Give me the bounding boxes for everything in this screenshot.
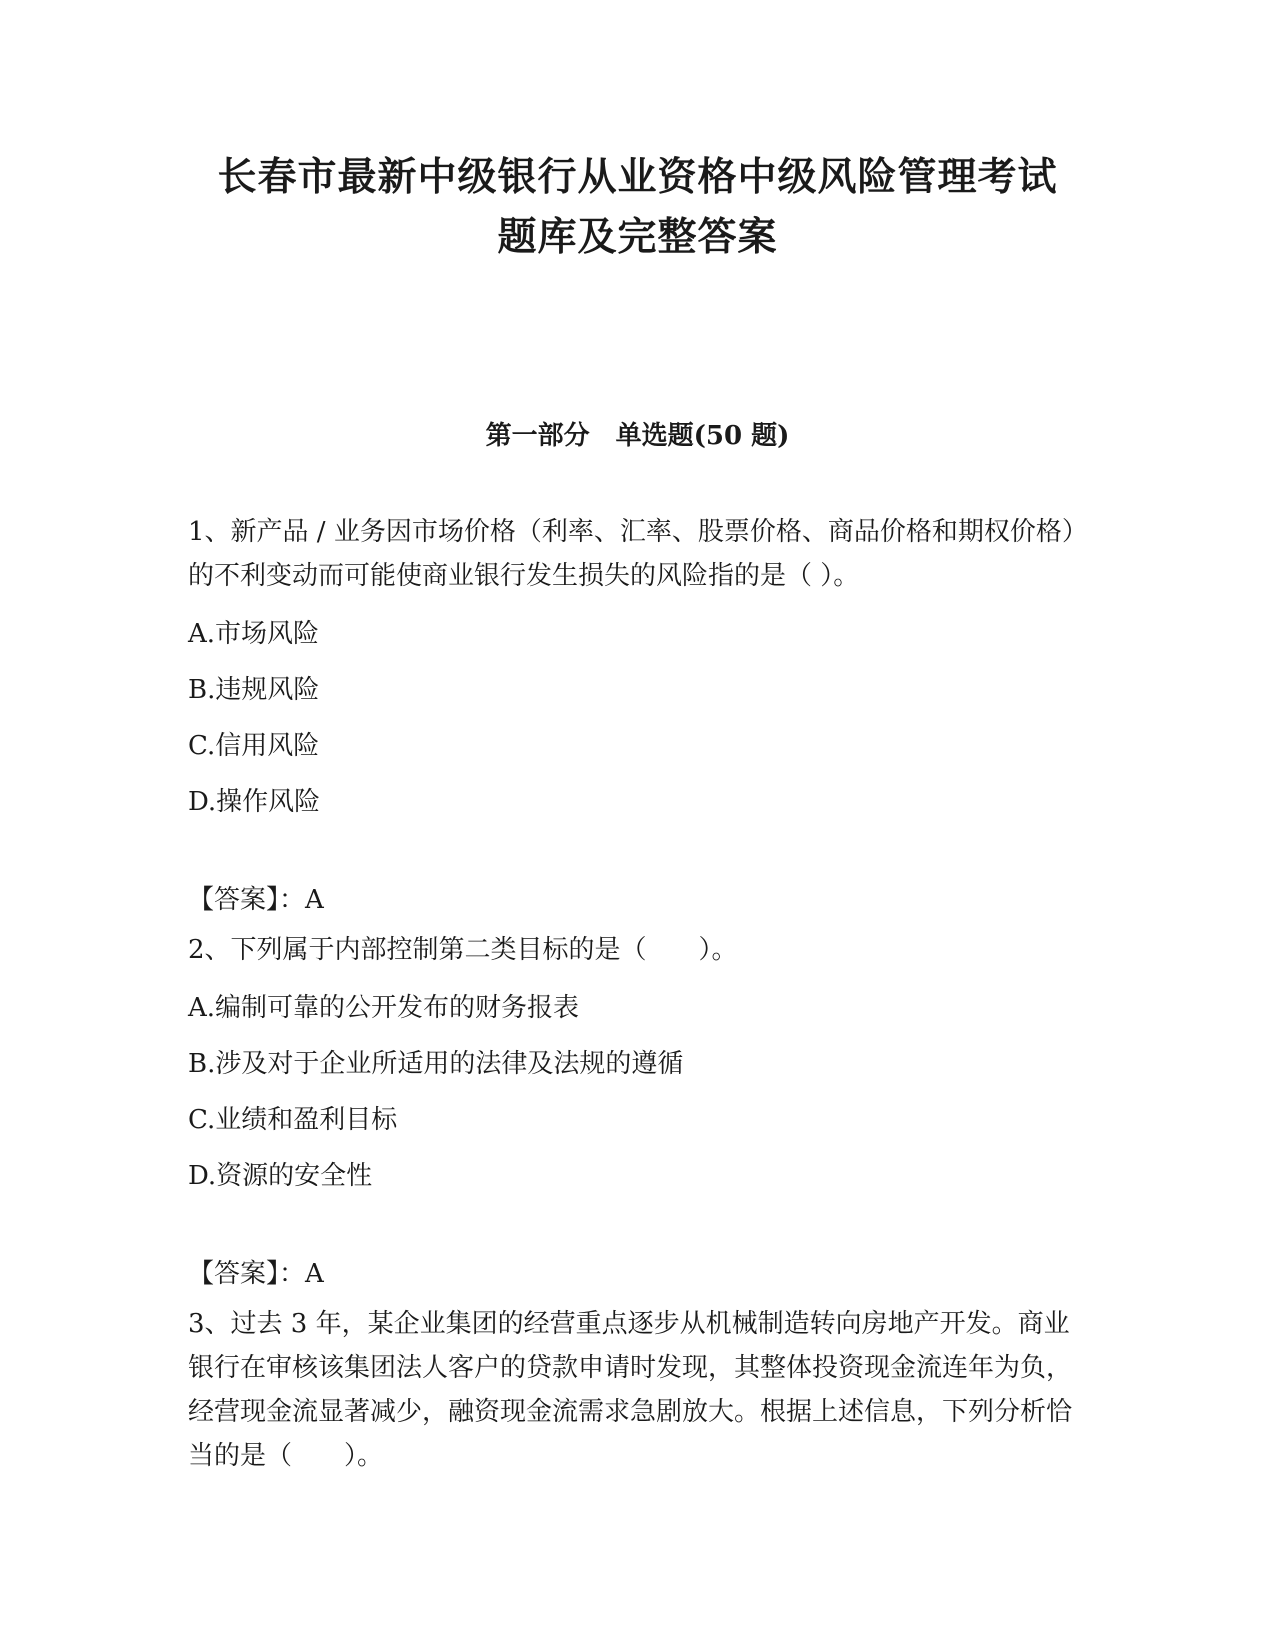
question-3-stem: 3、过去 3 年，某企业集团的经营重点逐步从机械制造转向房地产开发。商业银行在审核该集团法人客户的贷款申请时发现，其整体投资现金流连年为负，经营现金流显著减少，融资现金流需求急剧放大。根据上述信息，下列分析恰当的是（ ）。 xyxy=(188,1309,1073,1471)
question-1-answer xyxy=(188,872,1083,928)
question-2-option-c: C.业绩和盈利目标 xyxy=(188,1105,398,1135)
question-1-option-b: B.违规风险 xyxy=(188,675,320,705)
question-1-stem: 1、新产品 / 业务因市场价格（利率、汇率、股票价格、商品价格和期权价格）的不利变动而可能使商业银行发生损失的风险指的是（ ）。 xyxy=(188,517,1075,591)
question-2-stem: 2、下列属于内部控制第二类目标的是（ ）。 xyxy=(188,935,738,965)
answer-label: 【答案】： xyxy=(188,1259,306,1289)
answer-value: A xyxy=(305,1259,324,1289)
answer-value: A xyxy=(305,885,324,915)
question-3 xyxy=(188,1302,1083,1478)
question-2-option-b: B.涉及对于企业所适用的法律及法规的遵循 xyxy=(188,1049,684,1079)
question-1-option-c: C.信用风险 xyxy=(188,731,320,761)
question-1-option-a: A.市场风险 xyxy=(188,619,320,649)
section-title: 第一部分 单选题(50 题) xyxy=(485,421,790,451)
answer-label: 【答案】： xyxy=(188,885,306,915)
document-title xyxy=(150,148,1125,268)
document-title-line-1: 长春市最新中级银行从业资格中级风险管理考试 xyxy=(217,155,1058,200)
document-title-line-2: 题库及完整答案 xyxy=(497,215,778,260)
question-1 xyxy=(188,510,1083,928)
question-list xyxy=(188,510,1083,1486)
question-2-answer xyxy=(188,1246,1083,1302)
question-2-option-d: D.资源的安全性 xyxy=(188,1161,373,1191)
question-2 xyxy=(188,928,1083,1302)
question-1-option-d: D.操作风险 xyxy=(188,787,321,817)
question-2-option-a: A.编制可靠的公开发布的财务报表 xyxy=(188,993,580,1023)
